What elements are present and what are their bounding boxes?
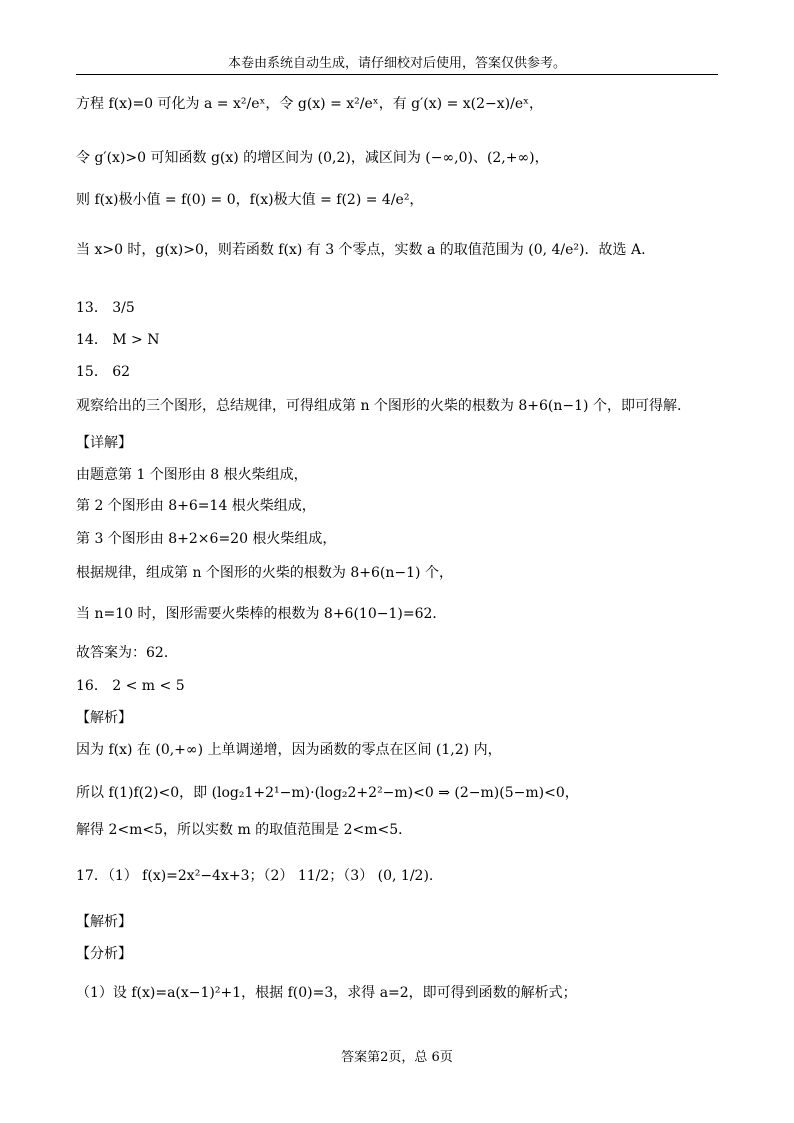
text-line: 令 g′(x)>0 可知函数 g(x) 的增区间为 (0,2)，减区间为 (−∞,0)、(2,+∞)， <box>76 150 549 166</box>
text-line: 第 2 个图形由 8+6=14 根火柴组成， <box>76 498 316 514</box>
text-line: 方程 f(x)=0 可化为 a = x²/eˣ，令 g(x) = x²/eˣ，有 g′(x) = x(2−x)/eˣ， <box>76 96 544 112</box>
answer-13: 13． 3/5 <box>76 300 135 316</box>
text-line: 因为 f(x) 在 (0,+∞) 上单调递增，因为函数的零点在区间 (1,2) 内， <box>76 742 502 758</box>
text-line: 当 n=10 时，图形需要火柴棒的根数为 8+6(10−1)=62． <box>76 606 447 622</box>
section-heading: 【解析】 <box>76 914 132 930</box>
text-line: 故答案为：62． <box>76 645 178 661</box>
text-line: 当 x>0 时，g(x)>0，则若函数 f(x) 有 3 个零点，实数 a 的取值范围为 (0, 4/e²)．故选 A. <box>76 242 646 258</box>
text-line: 根据规律，组成第 n 个图形的火柴的根数为 8+6(n−1) 个， <box>76 565 453 581</box>
section-heading: 【分析】 <box>76 946 132 962</box>
answer-15: 15． 62 <box>76 364 131 380</box>
answer-17: 17．（1） f(x)=2x²−4x+3；（2） 11/2；（3） (0, 1/2). <box>76 868 434 884</box>
section-heading: 【解析】 <box>76 710 132 726</box>
answer-16: 16． 2 < m < 5 <box>76 678 185 694</box>
text-line: 观察给出的三个图形，总结规律，可得组成第 n 个图形的火柴的根数为 8+6(n−1) 个，即可得解. <box>76 398 682 414</box>
answer-14: 14． M > N <box>76 332 160 348</box>
text-line: （1）设 f(x)=a(x−1)²+1，根据 f(0)=3，求得 a=2，即可得到函数的解析式； <box>76 985 577 1001</box>
page-header: 本卷由系统自动生成，请仔细校对后使用，答案仅供参考。 <box>76 52 718 75</box>
text-line: 解得 2<m<5，所以实数 m 的取值范围是 2<m<5． <box>76 822 413 838</box>
text-line: 则 f(x)极小值 = f(0) = 0，f(x)极大值 = f(2) = 4/e²， <box>76 192 424 208</box>
text-line: 由题意第 1 个图形由 8 根火柴组成， <box>76 467 308 483</box>
text-line: 第 3 个图形由 8+2×6=20 根火柴组成， <box>76 531 337 547</box>
page-footer: 答案第2页，总 6页 <box>341 1050 453 1065</box>
text-line: 所以 f(1)f(2)<0，即 (log₂1+2¹−m)·(log₂2+2²−m)<0 ⇒ (2−m)(5−m)<0， <box>76 785 579 801</box>
section-heading: 【详解】 <box>76 435 132 451</box>
